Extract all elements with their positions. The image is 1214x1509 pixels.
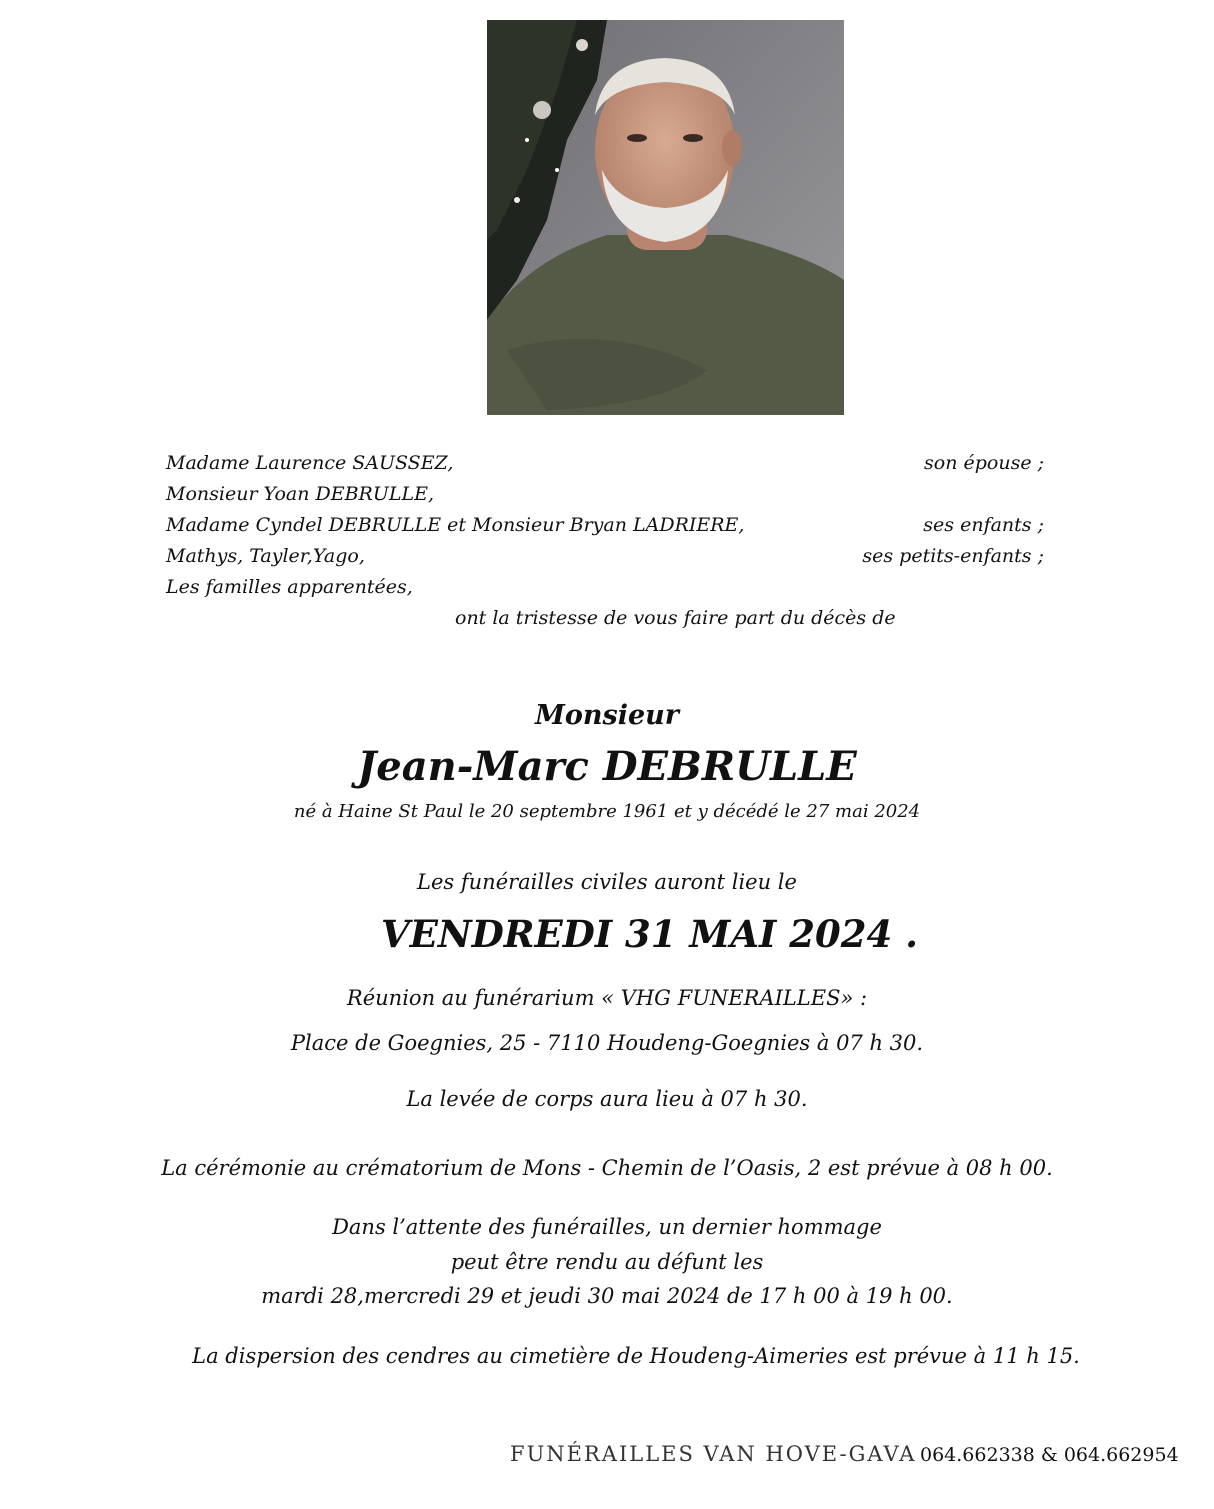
funeral-home-brand: FUNÉRAILLES VAN HOVE-GAVA — [510, 1442, 917, 1466]
family-member-2: Monsieur Yoan DEBRULLE, — [166, 483, 435, 505]
funeral-date: VENDREDI 31 MAI 2024 . — [380, 912, 918, 956]
ceremony-line: La cérémonie au crématorium de Mons - Chemin de l’Oasis, 2 est prévue à 08 h 00. — [161, 1156, 1053, 1180]
funeral-home-phones: 064.662338 & 064.662954 — [920, 1444, 1179, 1466]
homage-line-1: Dans l’attente des funérailles, un dernier hommage — [332, 1215, 882, 1239]
family-relation-3: ses enfants ; — [923, 514, 1044, 536]
family-member-1: Madame Laurence SAUSSEZ, — [166, 452, 454, 474]
meeting-line: Réunion au funérarium « VHG FUNERAILLES» : — [346, 986, 868, 1010]
address-line: Place de Goegnies, 25 - 7110 Houdeng-Goegnies à 07 h 30. — [290, 1031, 924, 1055]
announcement-text: ont la tristesse de vous faire part du décès de — [455, 607, 896, 629]
family-member-4: Mathys, Tayler,Yago, — [166, 545, 365, 567]
birth-death-line: né à Haine St Paul le 20 septembre 1961 et y décédé le 27 mai 2024 — [293, 801, 921, 822]
funeral-intro: Les funérailles civiles auront lieu le — [417, 870, 797, 894]
homage-line-2: peut être rendu au défunt les — [450, 1250, 764, 1274]
homage-line-3: mardi 28,mercredi 29 et jeudi 30 mai 2024 de 17 h 00 à 19 h 00. — [261, 1284, 953, 1308]
family-relation-1: son épouse ; — [924, 452, 1044, 474]
family-member-3: Madame Cyndel DEBRULLE et Monsieur Bryan LADRIERE, — [166, 514, 745, 536]
deceased-title: Monsieur — [534, 700, 680, 731]
deceased-name: Jean-Marc DEBRULLE — [357, 743, 857, 790]
portrait-photo — [487, 20, 844, 415]
levee-line: La levée de corps aura lieu à 07 h 30. — [406, 1087, 808, 1111]
family-member-5: Les familles apparentées, — [166, 576, 413, 598]
dispersion-line: La dispersion des cendres au cimetière de Houdeng-Aimeries est prévue à 11 h 15. — [192, 1344, 1080, 1368]
family-relation-4: ses petits-enfants ; — [862, 545, 1044, 567]
